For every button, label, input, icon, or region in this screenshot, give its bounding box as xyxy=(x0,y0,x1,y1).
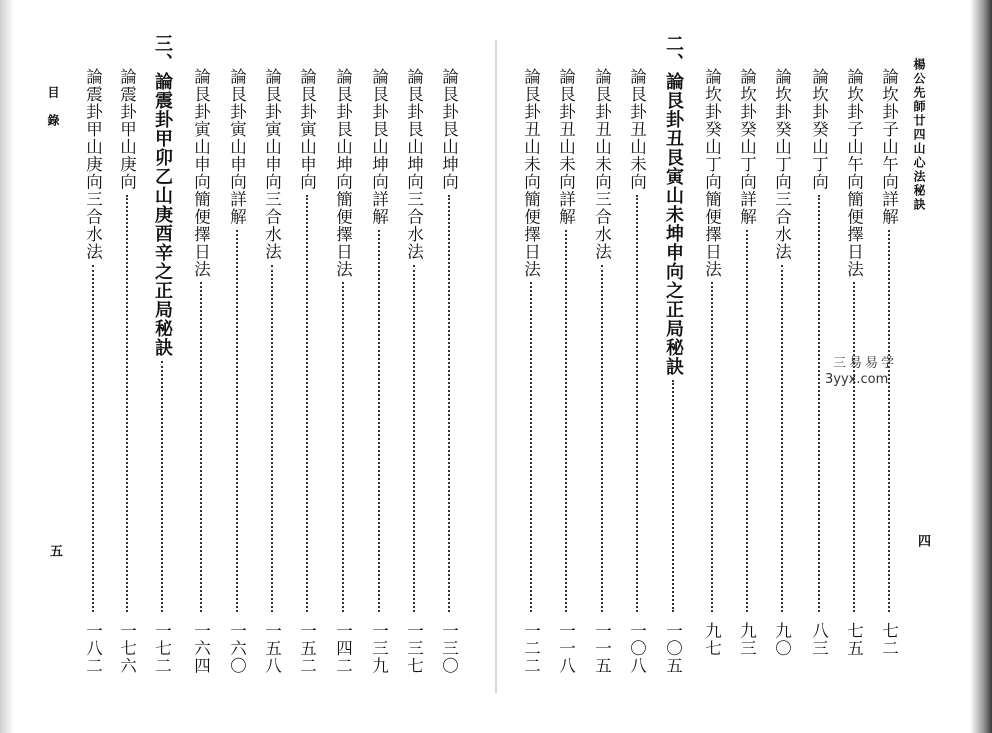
toc-entry-title: 論震卦甲山庚向 xyxy=(117,68,137,191)
toc-dot-leader xyxy=(711,282,713,612)
toc-page-number: 九七 xyxy=(702,622,722,657)
toc-dot-leader xyxy=(781,265,783,612)
right-page-edge-shadow xyxy=(970,0,992,733)
toc-page-number: 九〇 xyxy=(772,622,792,657)
toc-entry-title: 論艮卦艮山坤向詳解 xyxy=(369,68,389,226)
toc-page-number: 九三 xyxy=(737,622,757,657)
page-gutter xyxy=(495,40,497,693)
toc-entry-title: 論艮卦寅山申向詳解 xyxy=(227,68,247,226)
toc-dot-leader xyxy=(200,282,202,612)
toc-page-number: 一二二 xyxy=(521,622,541,675)
toc-entry-title: 論艮卦丑山未向簡便擇日法 xyxy=(521,68,541,278)
toc-dot-leader xyxy=(672,380,674,612)
toc-entry-title: 論坎卦子山午向簡便擇日法 xyxy=(844,68,864,278)
toc-dot-leader xyxy=(92,265,94,612)
toc-entry-title: 論艮卦寅山申向簡便擇日法 xyxy=(191,68,211,278)
toc-dot-leader xyxy=(636,195,638,612)
toc-dot-leader xyxy=(236,230,238,612)
toc-dot-leader xyxy=(530,282,532,612)
toc-page-number: 一六〇 xyxy=(227,622,247,675)
toc-dot-leader xyxy=(161,361,163,612)
toc-entry-title: 論坎卦癸山丁向詳解 xyxy=(737,68,757,226)
toc-page-number: 七五 xyxy=(844,622,864,657)
toc-page-number: 一七六 xyxy=(117,622,137,675)
toc-page-number: 一三七 xyxy=(404,622,424,675)
toc-page-number: 一五二 xyxy=(297,622,317,675)
toc-page-number: 一一五 xyxy=(592,622,612,675)
toc-page-number: 七二 xyxy=(879,622,899,657)
toc-section-title: 二、論艮卦丑艮寅山未坤申向之正局秘訣 xyxy=(663,34,684,376)
toc-page-number: 一〇五 xyxy=(663,622,683,675)
toc-dot-leader xyxy=(126,195,128,612)
toc-entry-title: 論艮卦艮山坤向三合水法 xyxy=(404,68,424,261)
toc-entry-title: 論艮卦丑山未向詳解 xyxy=(556,68,576,226)
toc-dot-leader xyxy=(818,195,820,612)
toc-entry-title: 論艮卦寅山申向三合水法 xyxy=(262,68,282,261)
left-page-edge-shadow xyxy=(0,0,14,733)
toc-page-number: 一一八 xyxy=(556,622,576,675)
left-page-folio: 五 xyxy=(47,544,62,557)
toc-entry-title: 論艮卦艮山坤向 xyxy=(439,68,459,191)
toc-entry-title: 論艮卦寅山申向 xyxy=(297,68,317,191)
toc-dot-leader xyxy=(342,282,344,612)
toc-dot-leader xyxy=(888,230,890,612)
right-page-folio: 四 xyxy=(915,534,930,547)
toc-entry-title: 論坎卦子山午向詳解 xyxy=(879,68,899,226)
toc-page-number: 八三 xyxy=(809,622,829,657)
watermark-text: 三易易学 xyxy=(833,356,898,371)
toc-page-number: 一六四 xyxy=(191,622,211,675)
toc-page-number: 一〇八 xyxy=(627,622,647,675)
right-page-header: 楊公先師廿四山心法秘訣 xyxy=(912,58,926,212)
toc-dot-leader xyxy=(448,195,450,612)
toc-dot-leader xyxy=(378,230,380,612)
toc-entry-title: 論震卦甲山庚向三合水法 xyxy=(83,68,103,261)
toc-entry-title: 論坎卦癸山丁向 xyxy=(809,68,829,191)
toc-page-number: 一三〇 xyxy=(439,622,459,675)
toc-dot-leader xyxy=(271,265,273,612)
watermark-url: 3yyx.com xyxy=(825,372,889,387)
toc-page-number: 一四二 xyxy=(333,622,353,675)
toc-page-number: 一八二 xyxy=(83,622,103,675)
left-page-header: 目 錄 xyxy=(46,86,60,128)
toc-page-number: 一三九 xyxy=(369,622,389,675)
toc-page-number: 一七二 xyxy=(152,622,172,675)
toc-entry-title: 論艮卦艮山坤向簡便擇日法 xyxy=(333,68,353,278)
toc-page-number: 一五八 xyxy=(262,622,282,675)
toc-dot-leader xyxy=(413,265,415,612)
toc-dot-leader xyxy=(746,230,748,612)
toc-dot-leader xyxy=(565,230,567,612)
toc-dot-leader xyxy=(853,282,855,612)
toc-entry-title: 論坎卦癸山丁向簡便擇日法 xyxy=(702,68,722,278)
toc-entry-title: 論坎卦癸山丁向三合水法 xyxy=(772,68,792,261)
toc-entry-title: 論艮卦丑山未向三合水法 xyxy=(592,68,612,261)
toc-dot-leader xyxy=(601,265,603,612)
toc-dot-leader xyxy=(306,195,308,612)
toc-entry-title: 論艮卦丑山未向 xyxy=(627,68,647,191)
toc-section-title: 三、論震卦甲卯乙山庚酉辛之正局秘訣 xyxy=(152,34,173,357)
